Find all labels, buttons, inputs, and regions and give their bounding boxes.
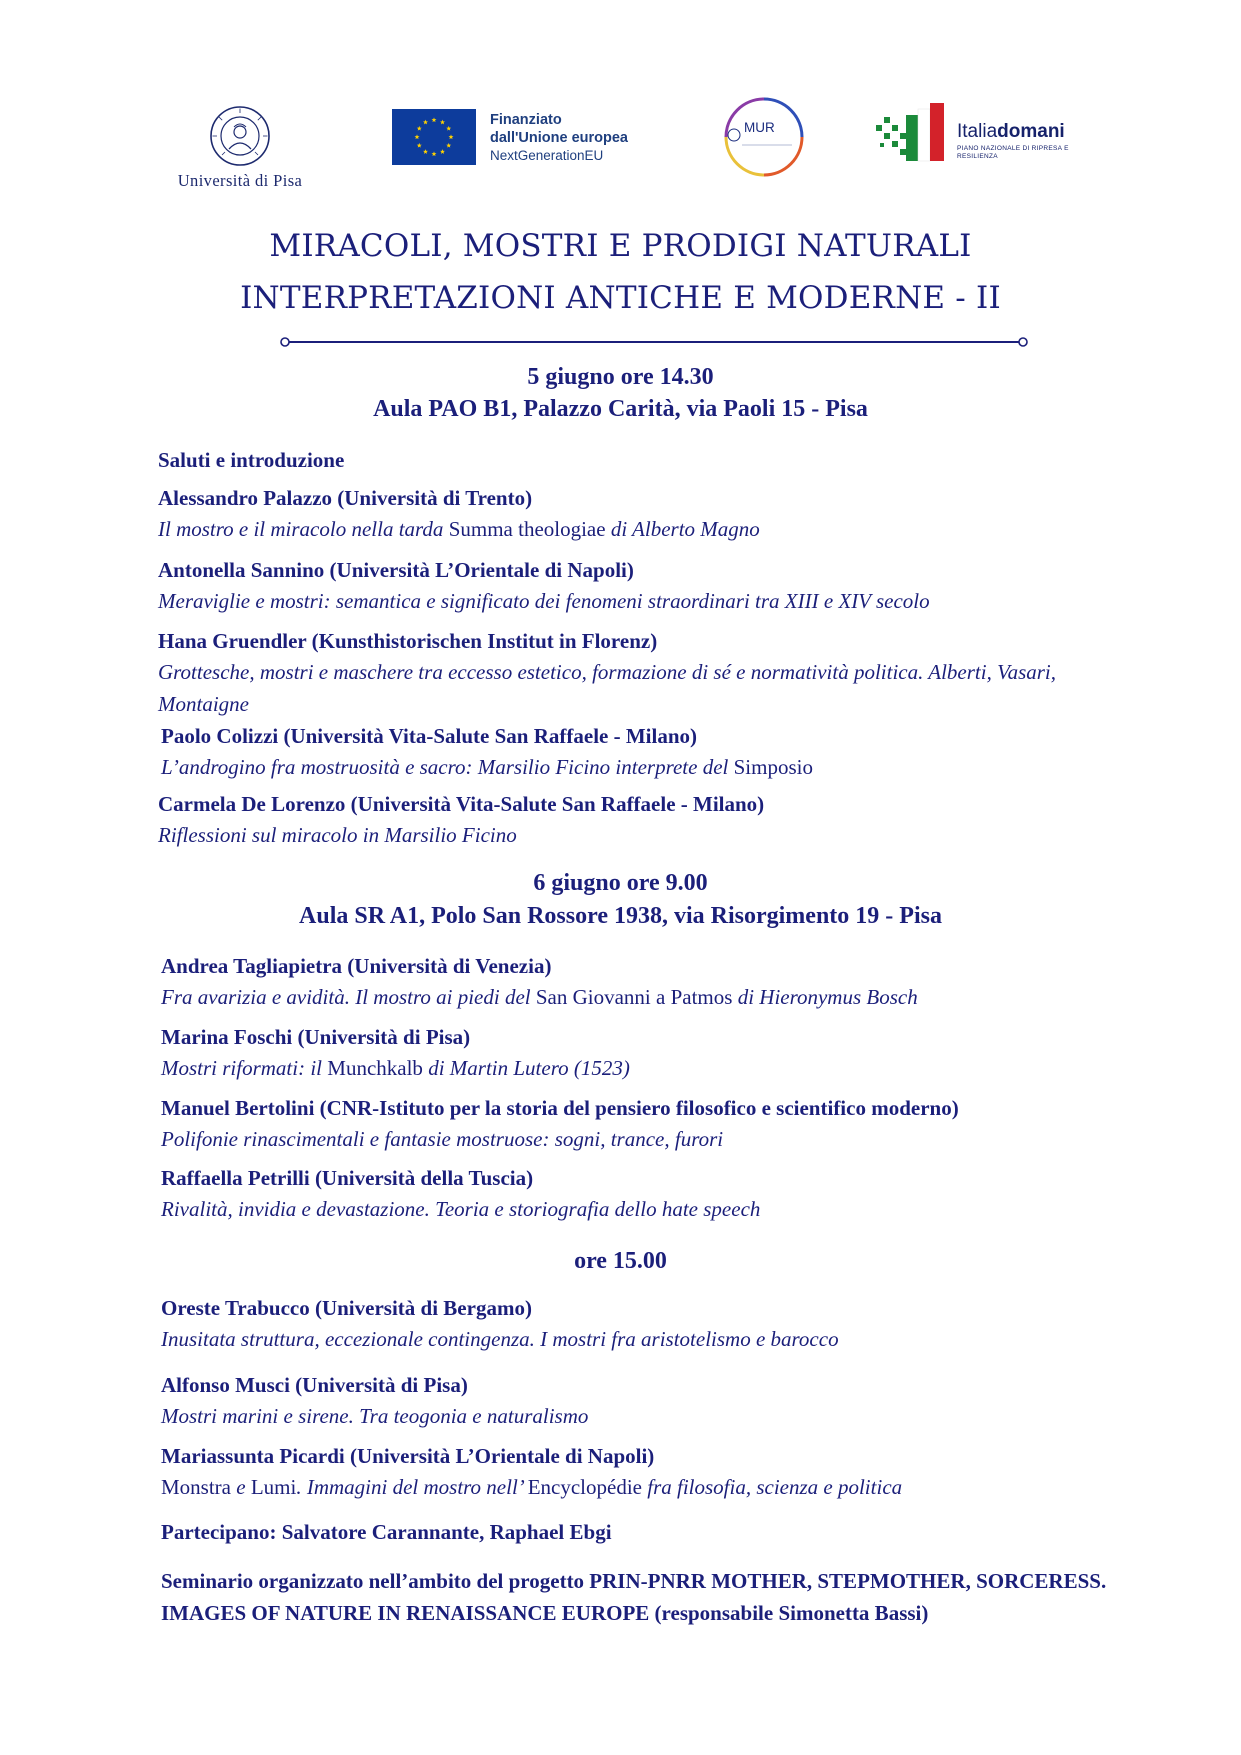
eu-flag-icon [392, 109, 476, 165]
eu-star-icon [417, 126, 422, 131]
talk-title: Il mostro e il miracolo nella tarda Summa theologiae di Alberto Magno [158, 517, 760, 541]
unipi-name: Università di Pisa [177, 171, 303, 190]
talk-title: Inusitata struttura, eccezionale contingenza. I mostri fra aristotelismo e barocco [161, 1327, 839, 1351]
main-title-line1: MIRACOLI, MOSTRI E PRODIGI NATURALI [269, 228, 972, 264]
eu-funded-line1: Finanziato [490, 112, 562, 128]
speaker-name: Mariassunta Picardi (Università L’Orientale di Napoli) [161, 1444, 655, 1468]
logo-strip [0, 95, 1241, 195]
day1-date: 5 giugno ore 14.30 [527, 364, 714, 390]
talk-title: Fra avarizia e avidità. Il mostro ai piedi del San Giovanni a Patmos di Hieronymus Bosch [161, 985, 918, 1009]
italia-domani-logo [876, 103, 1086, 169]
talk-title: Montaigne [158, 692, 249, 716]
eu-star-icon [432, 151, 437, 156]
speaker-name: Antonella Sannino (Università L’Orientale di Napoli) [158, 558, 634, 582]
eu-star-icon [423, 120, 428, 125]
unipi-logo [160, 105, 320, 195]
talk-title: Meraviglie e mostri: semantica e significato dei fenomeni straordinari tra XIII e XIV secolo [158, 589, 930, 613]
day2-place: Aula SR A1, Polo San Rossore 1938, via Risorgimento 19 - Pisa [299, 903, 942, 929]
afternoon-time: ore 15.00 [574, 1248, 667, 1274]
speaker-name: Raffaella Petrilli (Università della Tuscia) [161, 1166, 534, 1190]
speaker-name: Oreste Trabucco (Università di Bergamo) [161, 1296, 532, 1320]
day1-place: Aula PAO B1, Palazzo Carità, via Paoli 15 - Pisa [373, 396, 868, 422]
eu-star-icon [440, 120, 445, 125]
eu-logo [392, 109, 637, 169]
talk-title: Grottesche, mostri e maschere tra eccesso estetico, formazione di sé e normatività politica. Alberti, Vasari, [158, 660, 1057, 684]
eu-nextgen: NextGenerationEU [490, 148, 604, 163]
project-note: Seminario organizzato nell’ambito del progetto PRIN-PNRR MOTHER, STEPMOTHER, SORCERESS. IMAGES OF NATURE IN RENAISSANCE EUROPE (responsabile Simonetta Bassi) [161, 1569, 1107, 1625]
talk-title: Mostri riformati: il Munchkalb di Martin Lutero (1523) [161, 1056, 630, 1080]
speaker-name: Andrea Tagliapietra (Università di Venezia) [161, 954, 552, 978]
eu-star-icon [449, 134, 454, 139]
main-title-line2: INTERPRETAZIONI ANTICHE E MODERNE - II [240, 280, 1001, 316]
talk-title: Monstra e Lumi. Immagini del mostro nell’ Encyclopédie fra filosofia, scienza e politica [161, 1475, 903, 1499]
eu-star-icon [440, 149, 445, 154]
intro-heading: Saluti e introduzione [158, 448, 345, 472]
italia-domani-mark-icon [876, 103, 952, 169]
talk-title: Riflessioni sul miracolo in Marsilio Ficino [158, 823, 517, 847]
talk-title: Rivalità, invidia e devastazione. Teoria e storiografia dello hate speech [161, 1197, 761, 1221]
eu-funded-line2: dall'Unione europea [490, 130, 628, 146]
talk-title: Mostri marini e sirene. Tra teogonia e naturalismo [161, 1404, 589, 1428]
eu-star-icon [423, 149, 428, 154]
eu-star-icon [446, 126, 451, 131]
italia-domani-subtitle: PIANO NAZIONALE DI RIPRESA E RESILIENZA [957, 145, 1069, 160]
eu-star-icon [415, 134, 420, 139]
speaker-name: Carmela De Lorenzo (Università Vita-Salute San Raffaele - Milano) [158, 792, 765, 816]
eu-star-icon [446, 143, 451, 148]
speaker-name: Marina Foschi (Università di Pisa) [161, 1025, 471, 1049]
speaker-name: Alfonso Musci (Università di Pisa) [161, 1373, 468, 1397]
mur-ring-icon [722, 95, 806, 179]
speaker-name: Paolo Colizzi (Università Vita-Salute San Raffaele - Milano) [161, 724, 698, 748]
speaker-name: Hana Gruendler (Kunsthistorischen Institut in Florenz) [158, 629, 658, 653]
participants: Partecipano: Salvatore Carannante, Raphael Ebgi [161, 1520, 612, 1544]
eu-star-icon [417, 143, 422, 148]
italia-domani-wordmark: Italiadomani [957, 121, 1065, 142]
mur-label: MUR [744, 120, 775, 135]
day2-date: 6 giugno ore 9.00 [533, 870, 708, 896]
unipi-seal-icon [209, 105, 271, 167]
speaker-name: Manuel Bertolini (CNR-Istituto per la storia del pensiero filosofico e scientifico moderno) [161, 1096, 959, 1120]
mur-logo [722, 95, 812, 179]
eu-star-icon [432, 117, 437, 122]
speaker-name: Alessandro Palazzo (Università di Trento) [158, 486, 533, 510]
title-divider [280, 336, 1028, 348]
talk-title: L’androgino fra mostruosità e sacro: Marsilio Ficino interprete del Simposio [161, 755, 813, 779]
talk-title: Polifonie rinascimentali e fantasie mostruose: sogni, trance, furori [161, 1127, 724, 1151]
